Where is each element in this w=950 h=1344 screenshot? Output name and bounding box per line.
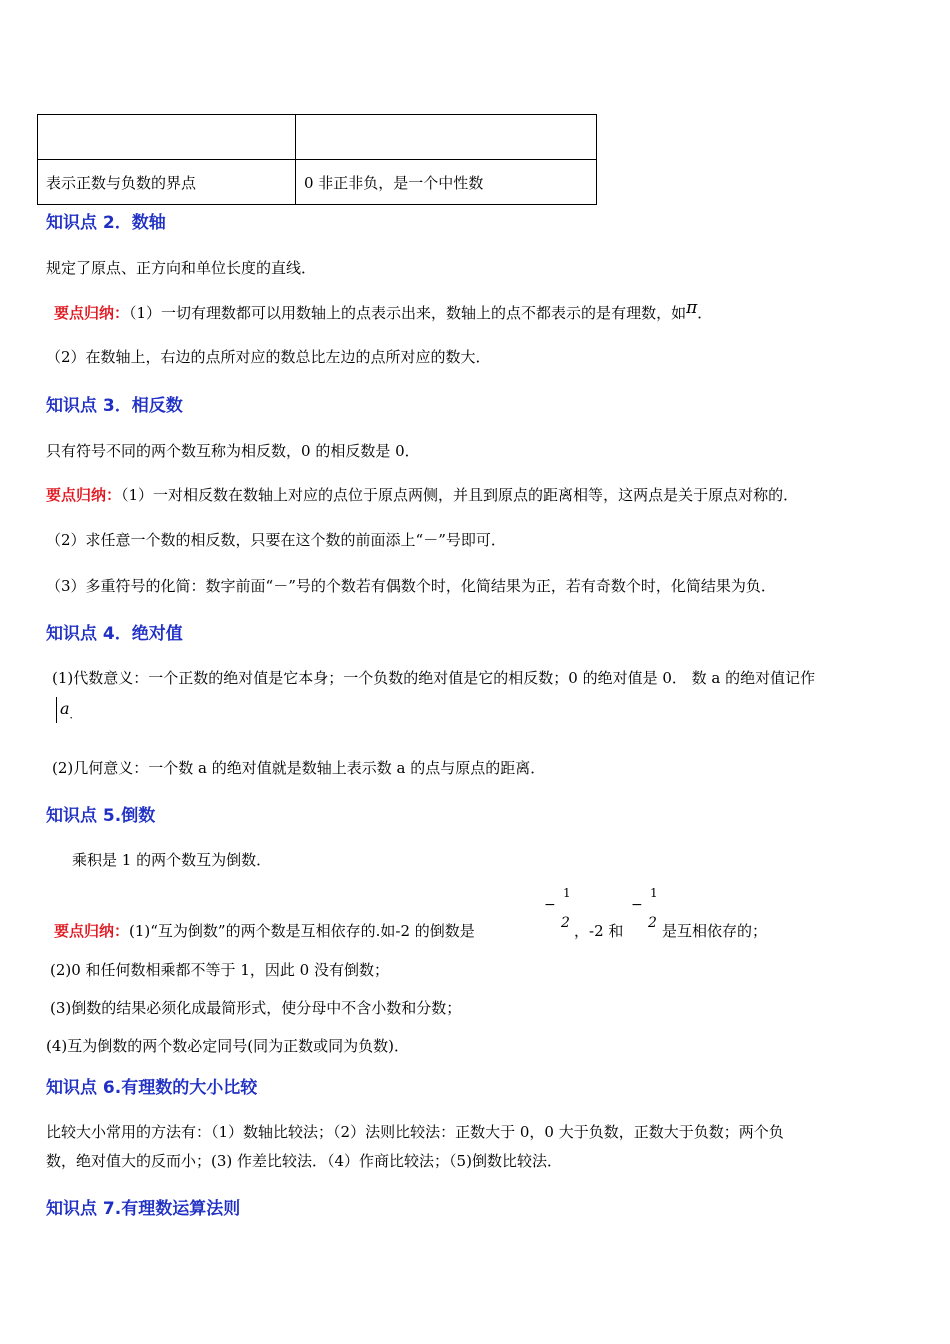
table-cell [38, 115, 296, 160]
kp3-key-point-3: （3）多重符号的化简：数字前面“－”号的个数若有偶数个时，化简结果为正，若有奇数个时，化简结果为负． [46, 577, 776, 595]
kp5-key-point-2: (2)0 和任何数相乘都不等于 1，因此 0 没有倒数； [50, 961, 389, 979]
kp5-p1-c: 是互相依存的； [662, 922, 768, 940]
fraction-minus: − [631, 897, 643, 913]
table-cell [296, 115, 597, 160]
kp3-key-point-2: （2）求任意一个数的相反数，只要在这个数的前面添上“－”号即可． [46, 531, 506, 549]
abs-value-notation [56, 697, 81, 723]
kp5-p1-b: ，-2 和 [574, 922, 624, 940]
table-cell: 0 非正非负，是一个中性数 [296, 160, 597, 205]
kp2-heading: 知识点 2．数轴 [46, 213, 166, 233]
fraction-denominator: 2 [561, 915, 570, 931]
kp5-key-point-4: (4)互为倒数的两个数必定同号(同为正数或同为负数)． [46, 1037, 409, 1055]
kp3-heading: 知识点 3．相反数 [46, 396, 183, 416]
kp7-heading: 知识点 7.有理数运算法则 [46, 1199, 241, 1219]
fraction-numerator: 1 [563, 886, 571, 900]
fraction-minus: − [544, 897, 556, 913]
table-row [38, 115, 597, 160]
fraction-denominator: 2 [648, 915, 657, 931]
table-row [38, 160, 597, 205]
kp4-heading: 知识点 4．绝对值 [46, 624, 183, 644]
kp3-p1-text: （1）一对相反数在数轴上对应的点位于原点两侧，并且到原点的距离相等，这两点是关于原点对称的． [121, 486, 799, 504]
kp3-definition: 只有符号不同的两个数互称为相反数，0 的相反数是 0． [46, 442, 420, 460]
pi-symbol: π [686, 298, 698, 318]
kp5-key-point-3: (3)倒数的结果必须化成最简形式，使分母中不含小数和分数； [50, 999, 462, 1017]
kp2-p1-end: ． [697, 304, 713, 322]
fraction-numerator: 1 [650, 886, 658, 900]
table-cell: 表示正数与负数的界点 [38, 160, 296, 205]
key-label: 要点归纳： [54, 922, 130, 940]
kp5-definition: 乘积是 1 的两个数互为倒数． [72, 851, 272, 869]
kp6-heading: 知识点 6.有理数的大小比较 [46, 1078, 258, 1098]
abs-end: ． [69, 708, 81, 721]
key-label: 要点归纳： [54, 304, 130, 322]
kp2-key-point-2: （2）在数轴上，右边的点所对应的数总比左边的点所对应的数大． [46, 348, 491, 366]
kp5-key-point-1 [54, 920, 475, 941]
kp4-geometric-meaning: (2)几何意义：一个数 a 的绝对值就是数轴上表示数 a 的点与原点的距离． [52, 759, 546, 777]
key-label: 要点归纳： [46, 486, 122, 504]
kp2-definition: 规定了原点、正方向和单位长度的直线． [46, 259, 317, 277]
kp2-key-point-1 [54, 298, 713, 323]
kp6-line-2: 数，绝对值大的反而小；(3) 作差比较法．（4）作商比较法；（5)倒数比较法． [46, 1152, 562, 1170]
comparison-table [37, 114, 597, 205]
abs-bar [56, 697, 57, 723]
kp4-algebraic-meaning: (1)代数意义：一个正数的绝对值是它本身；一个负数的绝对值是它的相反数；0 的绝对值是 0． 数 a 的绝对值记作 [52, 669, 816, 687]
kp6-line-1: 比较大小常用的方法有：（1）数轴比较法；（2）法则比较法：正数大于 0，0 大于负数，正数大于负数；两个负 [46, 1123, 784, 1141]
kp5-heading: 知识点 5.倒数 [46, 806, 156, 826]
kp2-p1-text: （1）一切有理数都可以用数轴上的点表示出来，数轴上的点不都表示的是有理数，如 [129, 304, 687, 322]
abs-variable: a [60, 699, 70, 718]
kp3-key-point-1 [46, 484, 798, 505]
kp5-p1-a: (1)“互为倒数”的两个数是互相依存的.如-2 的倒数是 [129, 922, 475, 940]
